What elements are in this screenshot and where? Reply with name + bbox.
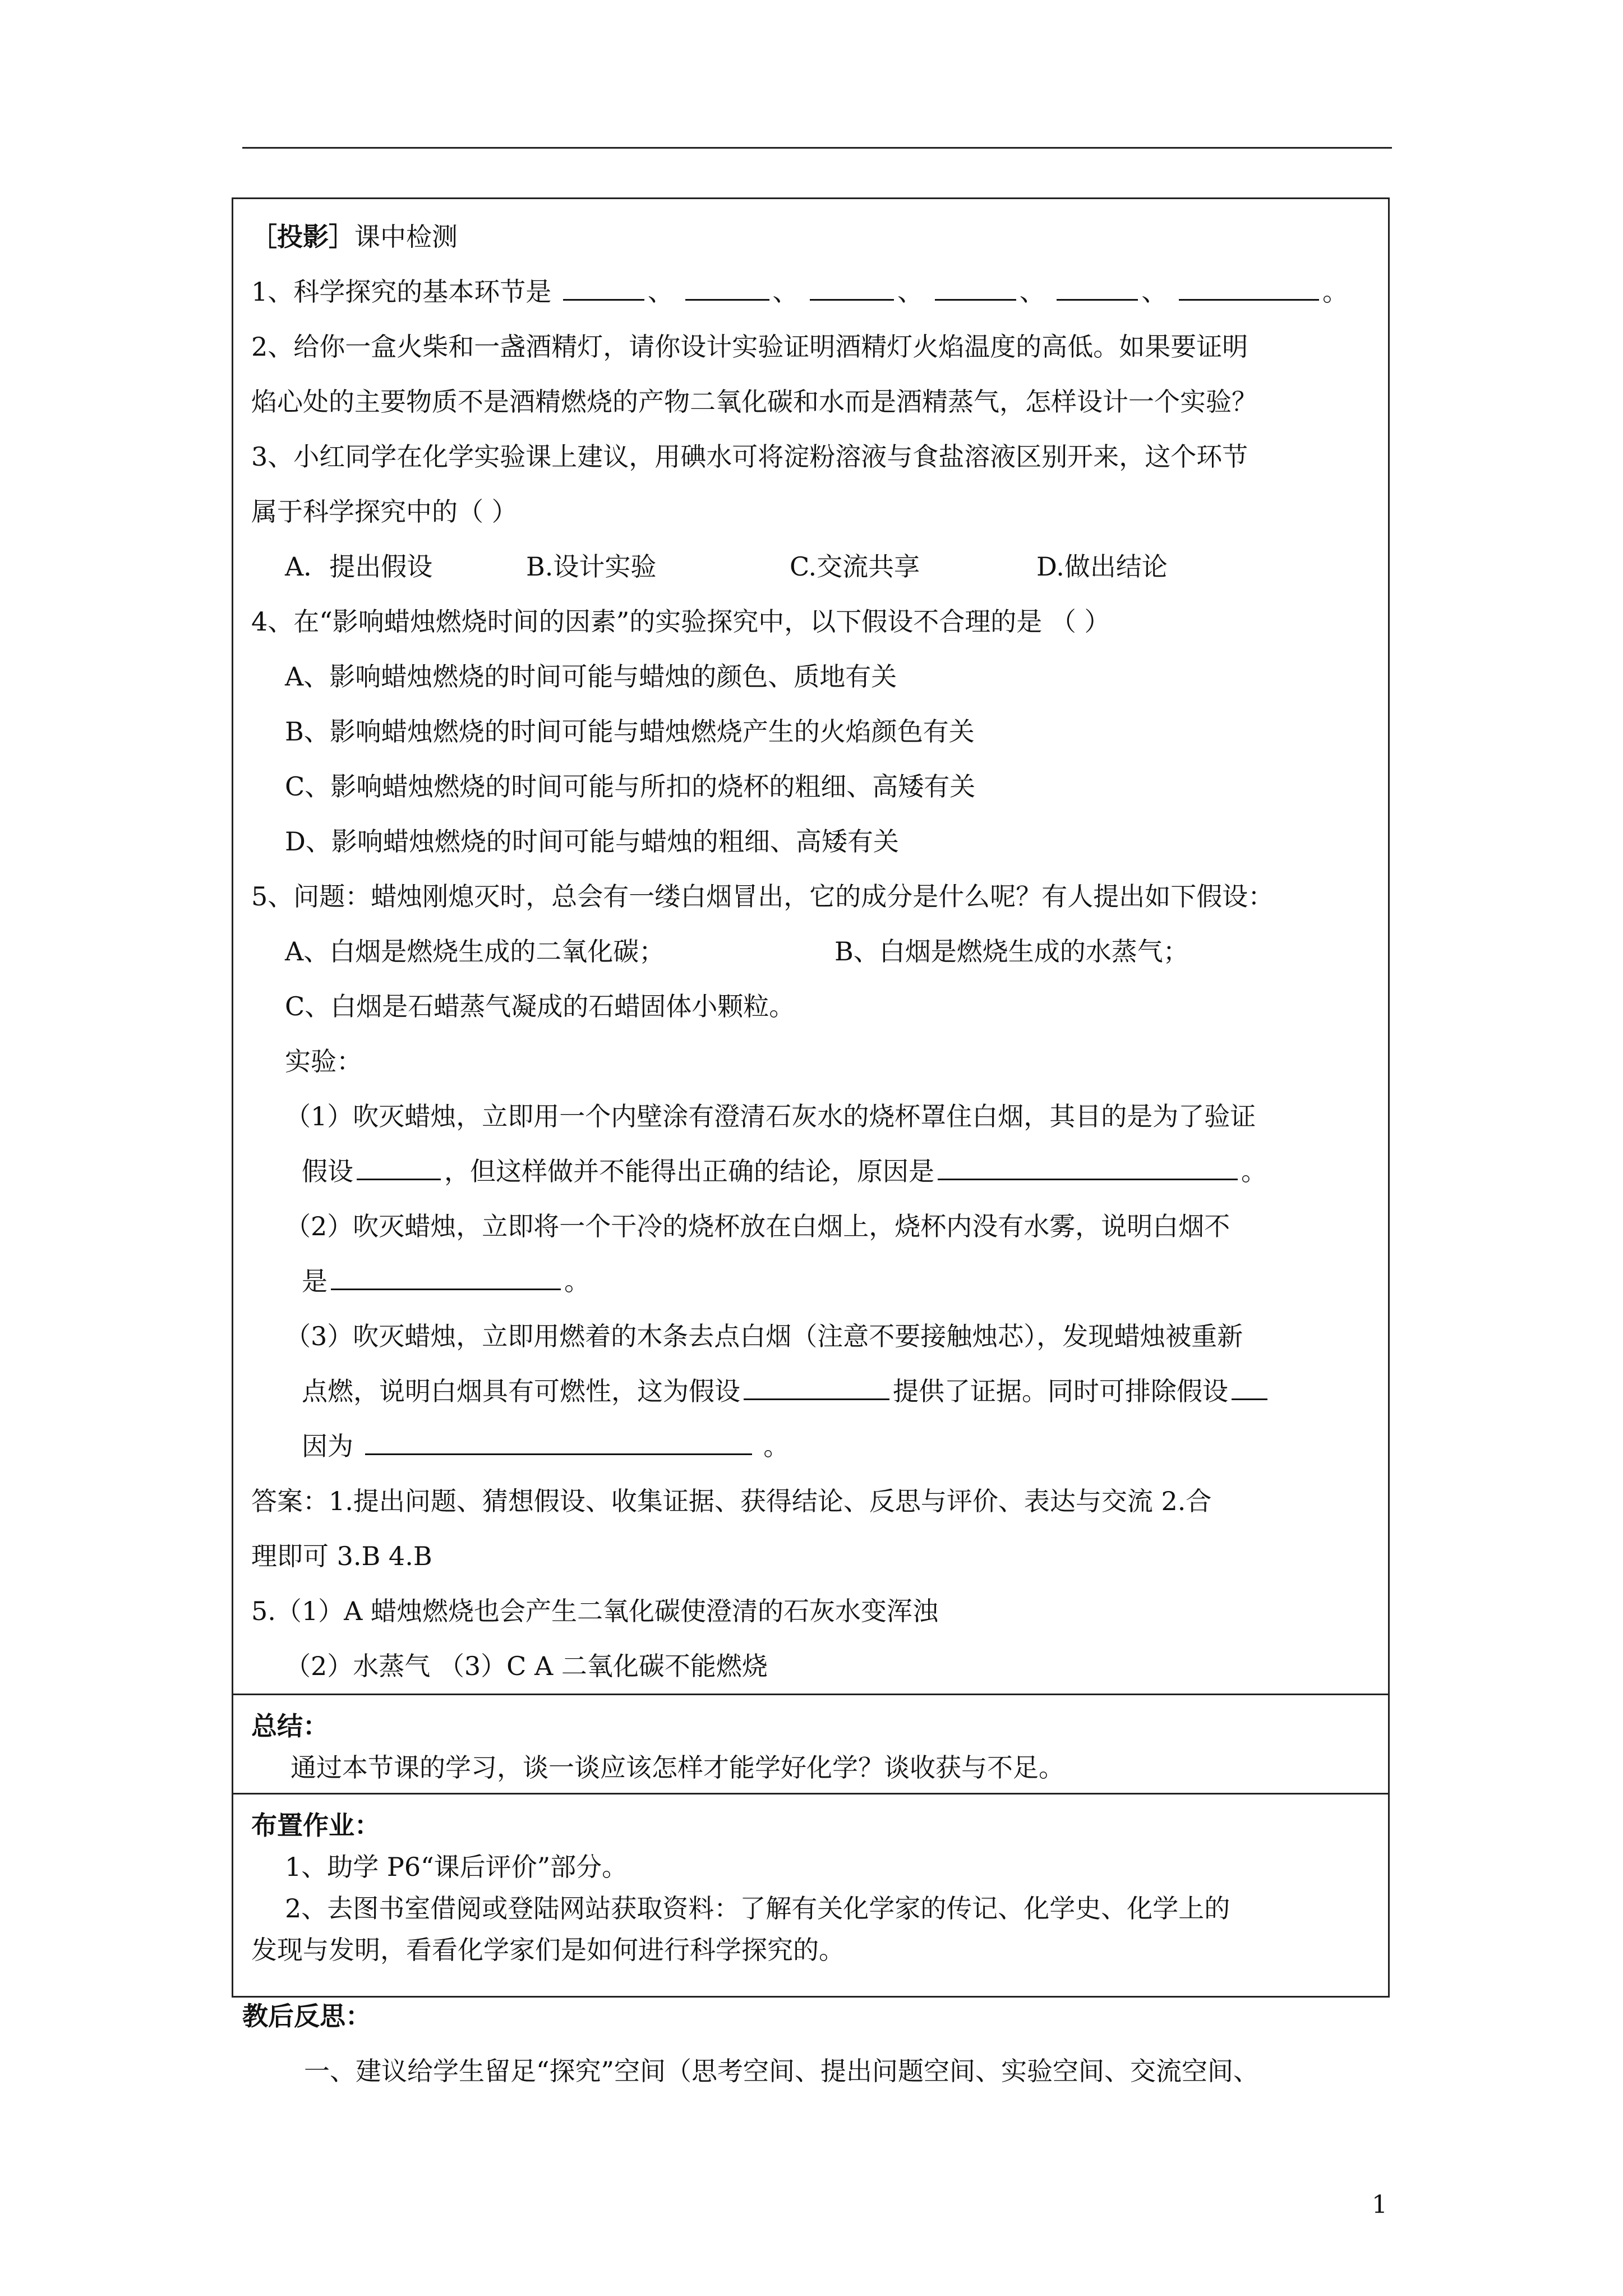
- experiment-3-line-3: 因为 。: [251, 1419, 1388, 1474]
- question-2-line-2: 焰心处的主要物质不是酒精燃烧的产物二氧化碳和水而是酒精蒸气，怎样设计一个实验？: [251, 386, 1257, 417]
- answer-blank: [563, 271, 644, 301]
- answers-line-4: （2）水蒸气 （3）C A 二氧化碳不能燃烧: [285, 1651, 768, 1681]
- experiment-label: 实验：: [285, 1046, 362, 1076]
- page-number: 1: [1372, 2191, 1387, 2219]
- homework-item-2-line-1: 2、去图书室借阅或登陆网站获取资料：了解有关化学家的传记、化学史、化学上的: [285, 1893, 1230, 1924]
- question-4-option-a: A、影响蜡烛燃烧的时间可能与蜡烛的颜色、质地有关: [285, 661, 897, 692]
- answers-line-3: 5.（1）A 蜡烛燃烧也会产生二氧化碳使澄清的石灰水变浑浊: [251, 1596, 938, 1626]
- answer-blank: [810, 271, 894, 301]
- experiment-1-line-2: 假设 ，但这样做并不能得出正确的结论，原因是 。: [251, 1144, 1388, 1199]
- header-rule: [242, 147, 1392, 149]
- answers-line-1: 答案：1.提出问题、猜想假设、收集证据、获得结论、反思与评价、表达与交流 2.合: [251, 1486, 1212, 1516]
- reflection-title: 教后反思：: [242, 2001, 371, 2031]
- answer-blank: [935, 271, 1016, 301]
- experiment-2-line-2: 是 。: [251, 1254, 1388, 1309]
- answer-blank: [1232, 1370, 1267, 1400]
- reflection-section: [242, 1989, 1392, 2099]
- homework-title: 布置作业：: [251, 1810, 380, 1841]
- question-2-line-1: 2、给你一盒火柴和一盏酒精灯，请你设计实验证明酒精灯火焰温度的高低。如果要证明: [251, 332, 1248, 362]
- hypothesis-c: C、白烟是石蜡蒸气凝成的石蜡固体小颗粒。: [285, 991, 795, 1022]
- answers-line-2: 理即可 3.B 4.B: [251, 1541, 432, 1571]
- homework-item-1: 1、助学 P6“课后评价”部分。: [285, 1852, 628, 1882]
- experiment-3-line-1: （3）吹灭蜡烛，立即用燃着的木条去点白烟（注意不要接触烛芯），发现蜡烛被重新: [285, 1321, 1243, 1351]
- summary-text: 通过本节课的学习，谈一谈应该怎样才能学好化学？谈收获与不足。: [291, 1752, 1064, 1783]
- in-class-check-cell: [233, 199, 1389, 1695]
- question-4-option-d: D、影响蜡烛燃烧的时间可能与蜡烛的粗细、高矮有关: [285, 826, 899, 857]
- question-3-options: [251, 539, 1388, 594]
- answer-blank: [1057, 271, 1138, 301]
- homework-item-2-line-2: 发现与发明，看看化学家们是如何进行科学探究的。: [251, 1935, 845, 1965]
- question-3-line-1: 3、小红同学在化学实验课上建议，用碘水可将淀粉溶液与食盐溶液区别开来，这个环节: [251, 441, 1248, 472]
- reflection-text: 一、建议给学生留足“探究”空间（思考空间、提出问题空间、实验空间、交流空间、: [304, 2056, 1260, 2086]
- experiment-2-line-1: （2）吹灭蜡烛，立即将一个干冷的烧杯放在白烟上，烧杯内没有水雾，说明白烟不: [285, 1211, 1230, 1241]
- lesson-table: [232, 197, 1390, 1998]
- question-4-option-c: C、影响蜡烛燃烧的时间可能与所扣的烧杯的粗细、高矮有关: [285, 771, 976, 802]
- option-c: C.交流共享: [790, 551, 920, 582]
- heading-text: 课中检测: [354, 222, 458, 252]
- section-heading: [251, 209, 1388, 264]
- summary-title: 总结：: [251, 1711, 329, 1741]
- heading-tag: ［投影］: [251, 222, 354, 252]
- answer-blank: [331, 1260, 561, 1290]
- answer-blank: [357, 1151, 441, 1180]
- answer-blank: [365, 1425, 752, 1455]
- option-d: D.做出结论: [1036, 551, 1168, 582]
- experiment-1-line-1: （1）吹灭蜡烛，立即用一个内壁涂有澄清石灰水的烧杯罩住白烟，其目的是为了验证: [285, 1101, 1256, 1131]
- question-3-line-2: 属于科学探究中的（ ）: [251, 496, 518, 527]
- homework-cell: [233, 1794, 1389, 1997]
- question-4-option-b: B、影响蜡烛燃烧的时间可能与蜡烛燃烧产生的火焰颜色有关: [285, 716, 975, 747]
- question-5-hypotheses-ab: [251, 924, 1388, 979]
- answer-blank: [1179, 271, 1319, 301]
- question-5-stem: 5、问题：蜡烛刚熄灭时，总会有一缕白烟冒出，它的成分是什么呢？有人提出如下假设：: [251, 881, 1274, 912]
- question-1-text: 1、科学探究的基本环节是: [251, 277, 552, 307]
- summary-cell: [233, 1695, 1389, 1794]
- experiment-3-line-2: 点燃，说明白烟具有可燃性，这为假设 提供了证据。同时可排除假设: [251, 1364, 1388, 1419]
- question-4-stem: 4、在“影响蜡烛燃烧时间的因素”的实验探究中，以下假设不合理的是 （ ）: [251, 606, 1110, 637]
- option-b: B.设计实验: [526, 551, 657, 582]
- answer-blank: [744, 1370, 889, 1400]
- hypothesis-b: B、白烟是燃烧生成的水蒸气；: [834, 936, 1189, 967]
- hypothesis-a: A、白烟是燃烧生成的二氧化碳；: [285, 936, 665, 967]
- option-a: A．提出假设: [285, 551, 433, 582]
- answer-blank: [938, 1151, 1238, 1180]
- answer-blank: [685, 271, 769, 301]
- question-1: 1、科学探究的基本环节是 、 、 、 、 、 。: [251, 264, 1388, 319]
